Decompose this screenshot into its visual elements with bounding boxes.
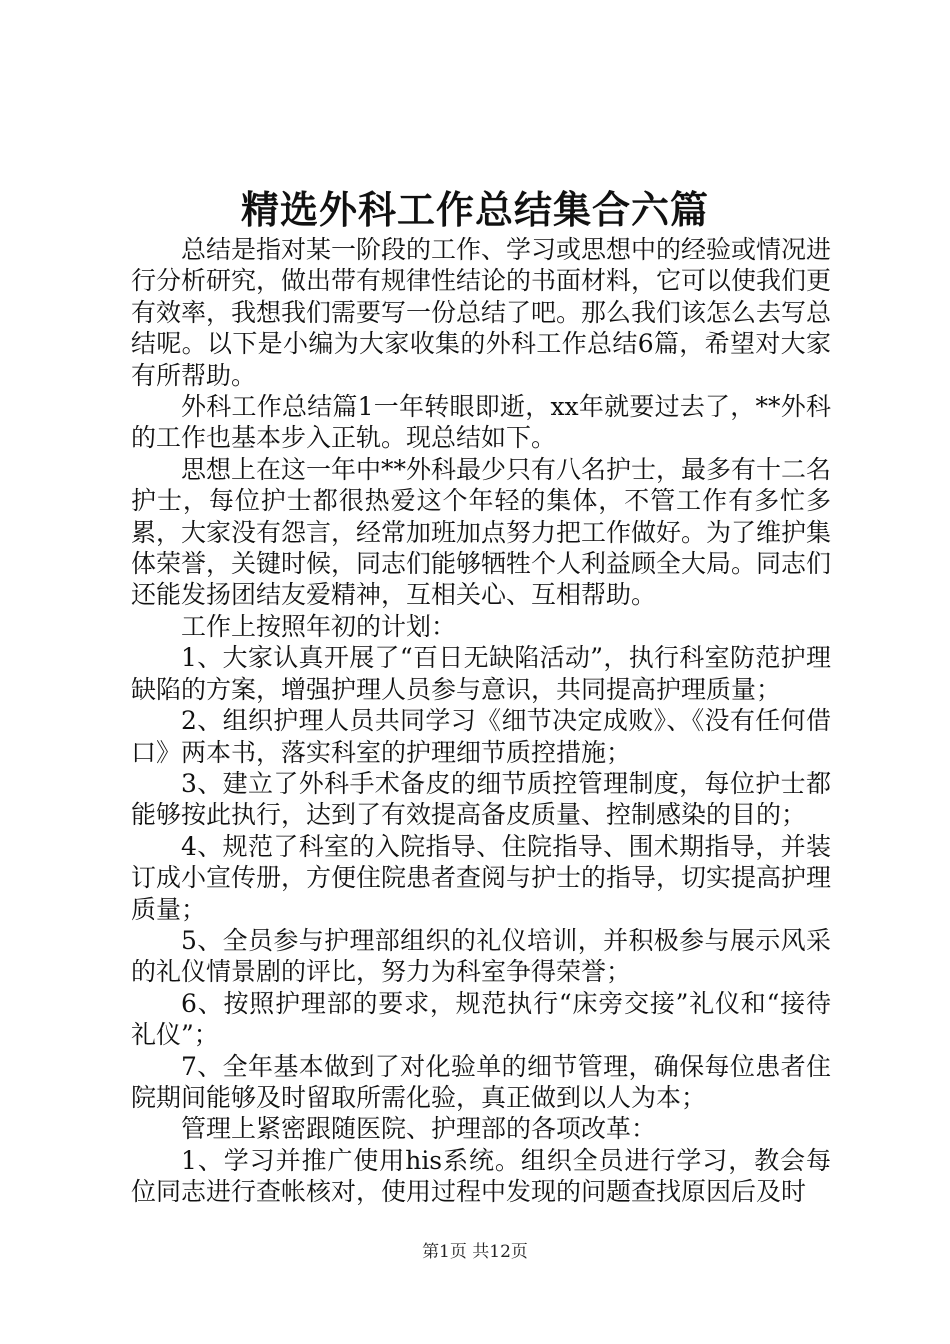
paragraph-11: 管理上紧密跟随医院、护理部的各项改革： <box>181 1114 657 1144</box>
document-body <box>131 234 831 1208</box>
paragraph-7: 4、规范了科室的入院指导、住院指导、围术期指导，并装订成小宣传册，方便住院患者查阅与护士的指导，切实提高护理质量； <box>131 831 832 924</box>
paragraph-10: 7、全年基本做到了对化验单的细节管理，确保每位患者住院期间能够及时留取所需化验，真正做到以人为本； <box>131 1051 831 1112</box>
paragraph-1: 外科工作总结篇1一年转眼即逝，xx年就要过去了，**外科的工作也基本步入正轨。现总结如下。 <box>131 392 831 453</box>
paragraph-3: 工作上按照年初的计划： <box>181 611 457 641</box>
paragraph-12: 1、学习并推广使用his系统。组织全员进行学习，教会每位同志进行查帐核对，使用过程中发现的问题查找原因后及时 <box>131 1145 831 1207</box>
paragraph-8: 5、全员参与护理部组织的礼仪培训，并积极参与展示风采的礼仪情景剧的评比，努力为科室争得荣誉； <box>131 925 831 987</box>
paragraph-2: 思想上在这一年中**外科最少只有八名护士，最多有十二名护士，每位护士都很热爱这个年轻的集体，不管工作有多忙多累，大家没有怨言，经常加班加点努力把工作做好。为了维护集体荣誉，关键时候，同志们能够牺牲个人利益顾全大局。同志们还能发扬团结友爱精神，互相关心、互相帮助。 <box>131 454 832 610</box>
document-title: 精选外科工作总结集合六篇 <box>240 187 709 232</box>
paragraph-5: 2、组织护理人员共同学习《细节决定成败》、《没有任何借口》两本书，落实科室的护理细节质控措施； <box>131 706 831 767</box>
page-number-footer: 第1页 共12页 <box>422 1242 528 1262</box>
paragraph-6: 3、建立了外科手术备皮的细节质控管理制度，每位护士都能够按此执行，达到了有效提高备皮质量、控制感染的目的； <box>131 768 831 830</box>
paragraph-4: 1、大家认真开展了“百日无缺陷活动”，执行科室防范护理缺陷的方案，增强护理人员参与意识，共同提高护理质量； <box>131 643 831 704</box>
paragraph-intro: 总结是指对某一阶段的工作、学习或思想中的经验或情况进行分析研究，做出带有规律性结论的书面材料，它可以使我们更有效率，我想我们需要写一份总结了吧。那么我们该怎么去写总结呢。以下是小编为大家收集的外科工作总结6篇，希望对大家有所帮助。 <box>131 235 832 390</box>
paragraph-9: 6、按照护理部的要求，规范执行“床旁交接”礼仪和“接待礼仪”； <box>131 988 831 1050</box>
